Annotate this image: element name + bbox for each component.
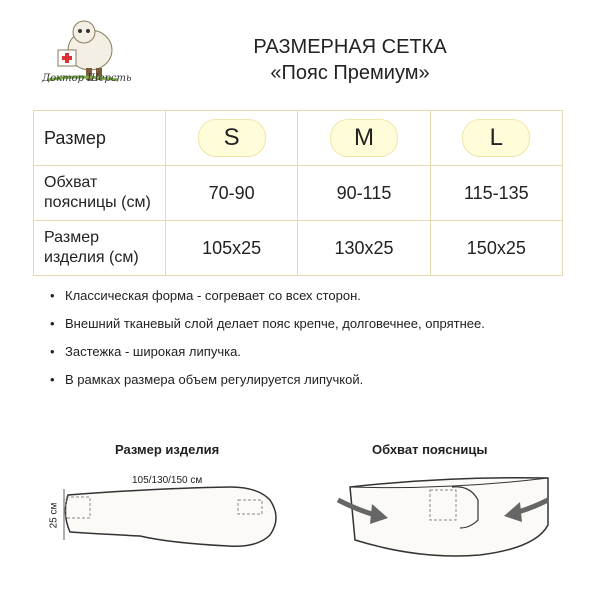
size-pill: L [462,119,530,157]
row-label-line: поясницы (см) [44,194,151,211]
size-pill: S [198,119,266,157]
table-cell: 150x25 [430,221,562,276]
table-cell: 90-115 [298,166,430,221]
list-item: • Классическая форма - согревает со всех сторон. [50,286,485,314]
height-label: 25 см [48,502,60,529]
row-label-line: Размер [44,229,99,246]
logo-text: Доктор Шерсть [42,73,132,84]
table-cell: 105x25 [166,221,298,276]
size-pill: M [330,119,398,157]
product-size-caption: Размер изделия [115,442,220,457]
table-cell: 130x25 [298,221,430,276]
list-item: • Внешний тканевый слой делает пояс крепче, долговечнее, опрятнее. [50,314,485,342]
table-cell: 115-135 [430,166,562,221]
product-name: «Пояс Премиум» [270,62,430,84]
length-label: 105/130/150 см [132,475,203,486]
row-label-line: Обхват [44,174,98,191]
table-cell: 70-90 [166,166,298,221]
waist-girth-caption: Обхват поясницы [372,442,488,457]
row-label-line: изделия (см) [44,249,139,266]
page-title: РАЗМЕРНАЯ СЕТКА [253,36,447,58]
flat-belt-icon [64,487,276,546]
size-header-label: Размер [34,111,166,166]
list-item: • В рамках размера объем регулируется липучкой. [50,370,485,398]
list-item: • Застежка - широкая липучка. [50,342,485,370]
